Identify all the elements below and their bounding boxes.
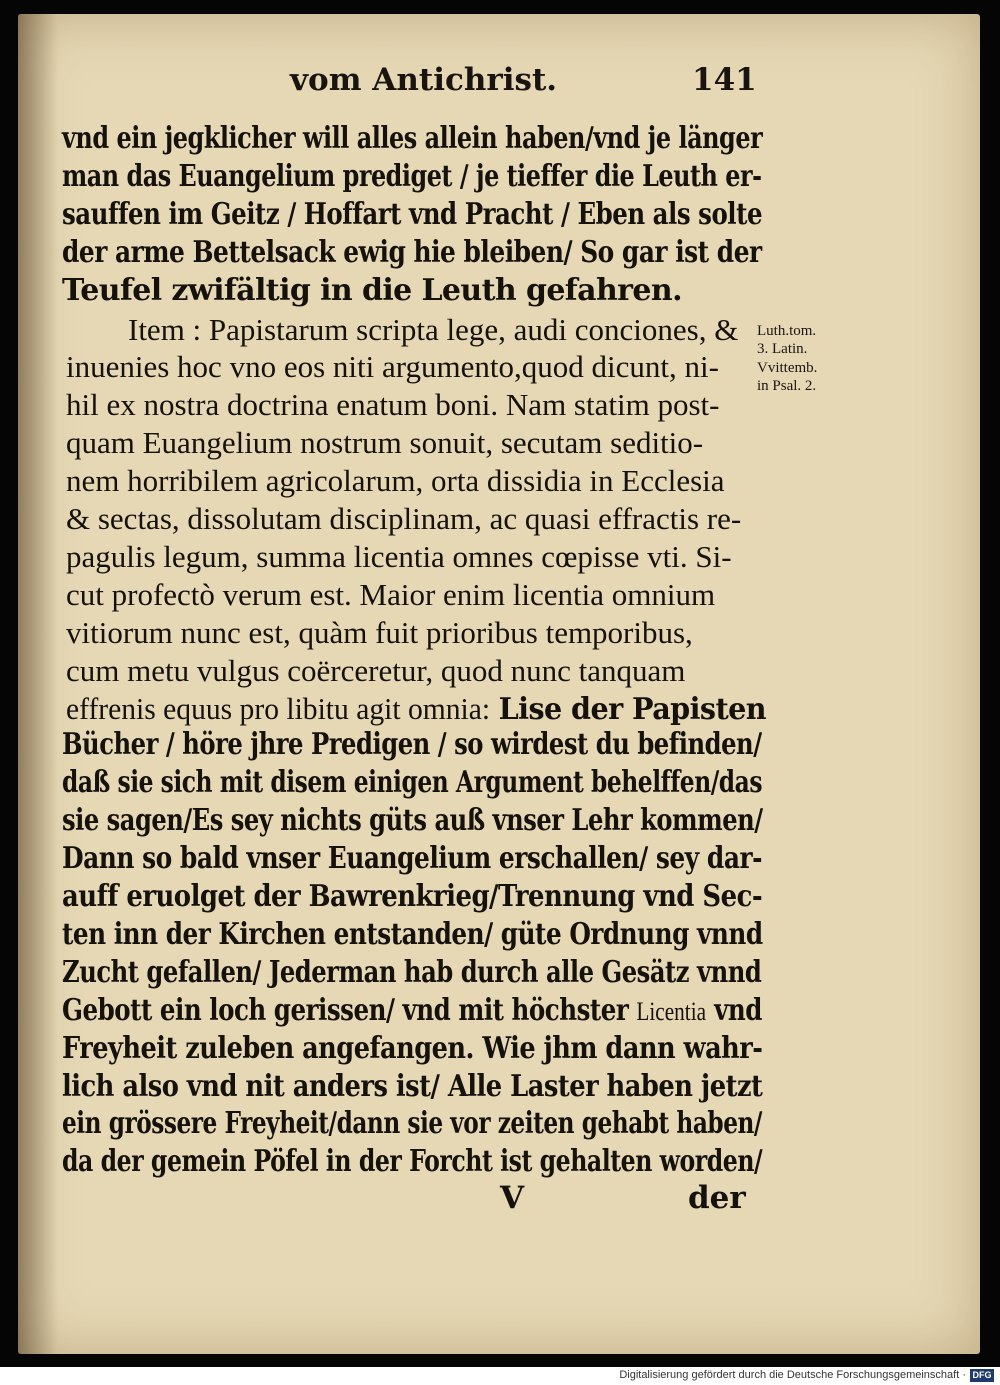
blackletter-text: Freyheit zuleben angefangen. Wie jhm dann wahr-: [62, 1030, 763, 1066]
text-line: [62, 1144, 763, 1180]
text-line: [128, 311, 739, 347]
text-line: [62, 121, 763, 156]
page-gutter-shadow: [18, 14, 58, 1354]
text-line: [62, 1030, 763, 1066]
blackletter-text: lich also vnd nit anders ist/ Alle Laster haben jetzt: [62, 1068, 763, 1104]
blackletter-text: vnd ein jegklicher will alles allein haben/vnd je länger: [62, 121, 763, 156]
text-line: [62, 158, 762, 194]
blackletter-text: Gebott ein loch gerissen/ vnd mit höchster: [62, 992, 629, 1028]
dfg-logo: DFG: [970, 1369, 994, 1382]
blackletter-text: vnd: [714, 992, 762, 1028]
text-line: [62, 196, 763, 232]
text-line: [66, 387, 720, 423]
text-line: [62, 234, 762, 270]
text-line: [62, 916, 763, 952]
text-line: [66, 425, 704, 461]
text-line: [66, 538, 732, 574]
text-line: [62, 879, 763, 914]
text-line: [62, 272, 682, 308]
signature-mark: V: [500, 1180, 525, 1216]
blackletter-text: Teufel zwifältig in die Leuth gefahren.: [62, 272, 682, 308]
text-line: [66, 576, 716, 612]
margin-note-line: Luth.tom.: [757, 323, 817, 339]
text-line: [62, 1068, 763, 1104]
running-title: vom Antichrist.: [290, 62, 558, 98]
page-number: 141: [692, 62, 757, 98]
margin-note-line: in Psal. 2.: [757, 377, 817, 394]
blackletter-text: Lise der Papisten: [498, 691, 766, 727]
blackletter-text: sauffen im Geitz / Hoffart vnd Pracht / Eben als solte: [62, 196, 763, 232]
text-line: [62, 803, 763, 839]
catchword: der: [688, 1180, 746, 1216]
latin-text: cut profectò verum est. Maior enim licentia omnium: [66, 576, 716, 612]
blackletter-text: sie sagen/Es sey nichts güts auß vnser Lehr kommen/: [62, 803, 763, 839]
text-line: [62, 841, 762, 877]
text-line: [62, 727, 762, 763]
text-line: [66, 690, 766, 727]
latin-word: Licentia: [636, 996, 707, 1026]
latin-text: pagulis legum, summa licentia omnes cœpisse vti. Si-: [66, 538, 732, 574]
latin-text: vitiorum nunc est, quàm fuit prioribus temporibus,: [66, 614, 693, 650]
blackletter-text: Zucht gefallen/ Jederman hab durch alle Gesätz vnnd: [62, 954, 762, 990]
text-line: [62, 1106, 762, 1142]
latin-text: & sectas, dissolutam disciplinam, ac quasi effractis re-: [66, 501, 742, 536]
blackletter-text: ten inn der Kirchen entstanden/ güte Ordnung vnnd: [62, 916, 763, 952]
margin-note-line: Vvittemb.: [757, 359, 818, 376]
text-line: [66, 503, 741, 534]
text-line: [62, 954, 762, 990]
text-line: [62, 765, 763, 801]
blackletter-text: ein grössere Freyheit/dann sie vor zeiten gehabt haben/: [62, 1106, 762, 1142]
blackletter-text: Dann so bald vnser Euangelium erschallen/ sey dar-: [62, 841, 762, 877]
text-line: [66, 463, 725, 499]
latin-text: inuenies hoc vno eos niti argumento,quod dicunt, ni-: [66, 349, 719, 385]
latin-text: nem horribilem agricolarum, orta dissidia in Ecclesia: [66, 463, 725, 499]
footer-credit: Digitalisierung gefördert durch die Deutsche Forschungsgemeinschaft ·: [619, 1369, 966, 1381]
latin-text: hil ex nostra doctrina enatum boni. Nam statim post-: [66, 387, 720, 423]
blackletter-text: da der gemein Pöfel in der Forcht ist gehalten worden/: [62, 1144, 763, 1180]
latin-text: cum metu vulgus coërceretur, quod nunc tanquam: [66, 652, 686, 688]
blackletter-text: man das Euangelium prediget / je tieffer die Leuth er-: [62, 158, 762, 194]
text-line: [66, 614, 693, 650]
blackletter-text: der arme Bettelsack ewig hie bleiben/ So gar ist der: [62, 234, 762, 270]
text-line: [62, 992, 762, 1028]
latin-text: effrenis equus pro libitu agit omnia:: [66, 690, 491, 726]
latin-text: quam Euangelium nostrum sonuit, secutam seditio-: [66, 425, 704, 461]
blackletter-text: auff eruolget der Bawrenkrieg/Trennung vnd Sec-: [62, 879, 763, 914]
blackletter-text: Bücher / höre jhre Predigen / so wirdest du befinden/: [62, 727, 762, 763]
text-line: [66, 349, 719, 385]
margin-note-line: 3. Latin.: [757, 341, 808, 358]
margin-note: [757, 322, 852, 395]
blackletter-text: daß sie sich mit disem einigen Argument behelffen/das: [62, 765, 763, 801]
latin-text: Item : Papistarum scripta lege, audi conciones, &: [128, 311, 739, 347]
text-line: [66, 652, 686, 688]
